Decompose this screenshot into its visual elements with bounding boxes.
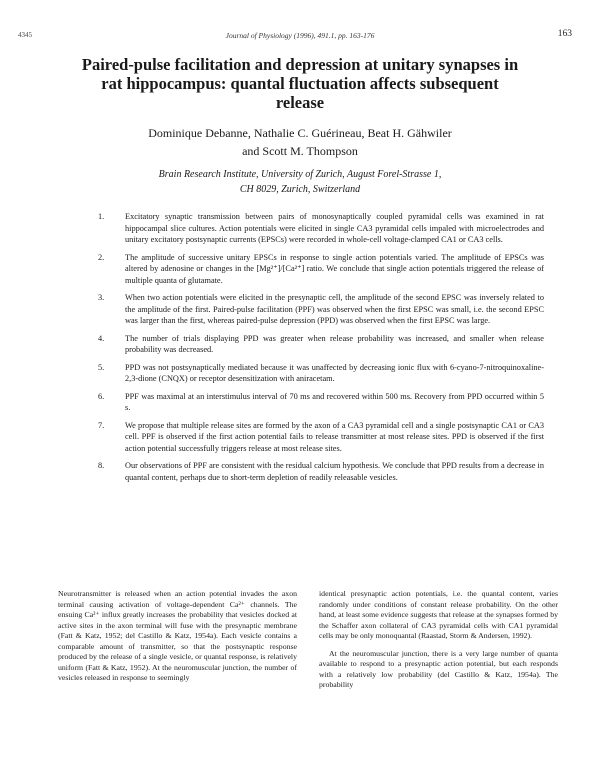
abstract-item-number: 7. [98,420,105,430]
abstract-item [98,292,544,327]
abstract-item-text: We propose that multiple release sites are formed by the axon of a CA3 pyramidal cell and a single postsynaptic CA1 or CA3 cell. PPF is observed if the first action potential fails to release transmitter at most release sites. PPD is observed if the first action potential successfully triggers release at most release sites. [125,420,544,453]
abstract-item [98,252,544,287]
abstract-item-number: 8. [98,461,105,470]
abstract-item [98,333,544,356]
article-title: Paired-pulse facilitation and depression at unitary synapses in rat hippocampus: quantal fluctuation affects subsequent release [81,55,519,112]
abstract-item [98,420,544,455]
abstract-item-number: 1. [98,212,105,221]
abstract-item-text: The number of trials displaying PPD was greater when release probability was increased, and smaller when release probability was decreased. [125,333,544,354]
abstract-item [98,362,544,385]
abstract-item [98,211,544,246]
abstract-list [98,211,544,483]
abstract-item-number: 2. [98,252,105,262]
running-header: Journal of Physiology (1996), 491.1, pp. 163-176 [225,31,375,40]
body-paragraph: Neurotransmitter is released when an action potential invades the axon terminal causing activation of voltage-dependent Ca²⁺ channels. The ensuing Ca²⁺ influx greatly increases the probability that vesicles docked at active sites in the axon terminal will fuse with the presynaptic membrane (Fatt & Katz, 1952; del Castillo & Katz, 1954a). Each vesicle contains a comparable amount of transmitter, so that the postsynaptic response produced by the release of a single vesicle, or quantal response, is relatively uniform (Fatt & Katz, 1952). At the neuromuscular junction, the number of vesicles released in response to seemingly [58,589,297,682]
body-paragraph: identical presynaptic action potentials, i.e. the quantal content, varies randomly under conditions of constant release probability. On the other hand, at least some evidence suggests that release at the synapses formed by the Schaffer axon collateral of CA3 pyramidal cells with CA1 pyramidal cells may be only monoquantal (Raastad, Storm & Andersen, 1992). [319,589,558,640]
abstract-item-text: PPD was not postsynaptically mediated because it was unaffected by decreasing ionic flux with 6-cyano-7-nitroquinoxaline-2,3-dione (CNQX) or receptor desensitization with aniracetam. [125,362,544,383]
abstract-item-text: The amplitude of successive unitary EPSCs in response to single action potentials varied. The amplitude of EPSCs was altered by adenosine or changes in the [Mg²⁺]/[Ca²⁺] ratio. We conclude that single action potentials triggered the release of multiple quanta of glutamate. [125,252,544,285]
body-column-right [319,589,558,691]
author-list [120,124,480,160]
abstract-item-text: When two action potentials were elicited in the presynaptic cell, the amplitude of the second EPSC was inversely related to the amplitude of the first. Paired-pulse facilitation (PPF) was observed when the first EPSC was small, i.e. the second EPSC was larger than the first, whereas paired-pulse depression (PPD) was observed when the first EPSC was large. [125,293,544,325]
body-text [58,589,558,691]
abstract-item-number: 6. [98,391,105,401]
abstract-item-number: 5. [98,362,105,372]
affiliation-line-1: Brain Research Institute, University of Zurich, August Forel-Strasse 1, [158,169,442,180]
abstract-item-text: PPF was maximal at an interstimulus interval of 70 ms and recovered within 500 ms. Recovery from PPD occurred within 5 s. [125,391,544,412]
abstract-item [98,391,544,414]
article-code: 4345 [18,31,32,39]
author-line-2: and Scott M. Thompson [242,144,358,158]
abstract-item [98,460,544,483]
abstract-item-number: 4. [98,333,105,343]
affiliation-line-2: CH 8029, Zurich, Switzerland [239,184,361,195]
body-column-left [58,589,297,691]
abstract-item-number: 3. [98,293,105,302]
author-line-1: Dominique Debanne, Nathalie C. Guérineau, Beat H. Gähwiler [148,126,452,140]
abstract-item-text: Excitatory synaptic transmission between pairs of monosynaptically coupled pyramidal cells was examined in rat hippocampal slice cultures. Action potentials were elicited in single CA3 pyramidal cells impaled with microelectrodes and unitary excitatory postsynaptic currents (EPSCs) were recorded in whole-cell voltage-clamped CA1 or CA3 cells. [125,212,544,244]
affiliation [90,167,510,197]
abstract-item-text: Our observations of PPF are consistent with the residual calcium hypothesis. We conclude that PPD results from a decrease in quantal content, perhaps due to short-term depletion of readily releasable vesicles. [125,461,544,482]
body-paragraph: At the neuromuscular junction, there is a very large number of quanta available to respond to a presynaptic action potential, but each responds with a relatively low probability (del Castillo & Katz, 1954a). The probability [319,648,558,689]
page-number: 163 [557,29,572,39]
